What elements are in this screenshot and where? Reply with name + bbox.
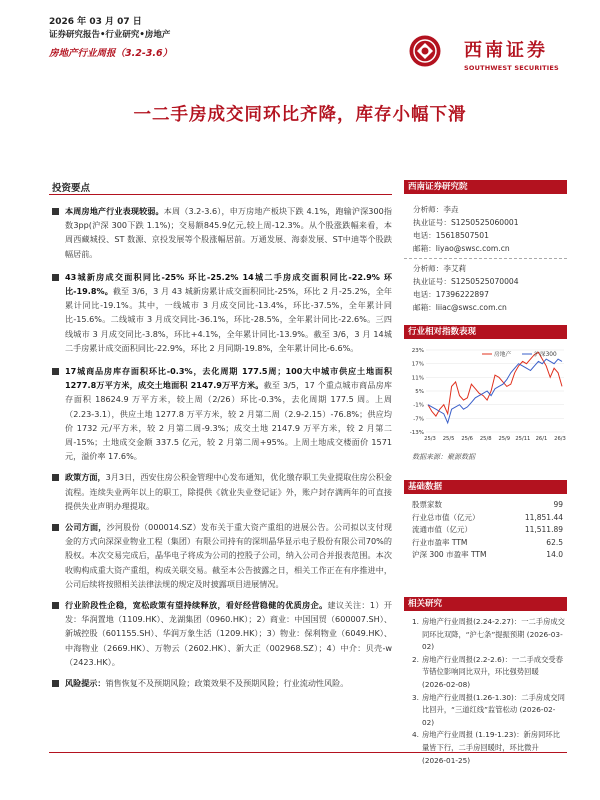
chart-x-tick-label: 25/9 <box>498 436 511 442</box>
key-point-text: 截至 3/6，3 月 43 城新房累计成交面积同比-25%，环比 2 月-25.2%，全年累计同比-19.1%。其中，一线城市 3 月成交同比-13.4%，环比-37.5%，全年累计同比-15.6%。二线城市 3 月成交同比-36.1%，环比-28.5%，全年累计同比-22.6%。三四线城市 3 月成交同比-3.8%，环比+4.1%，全年累计同比-13.9%。截至 3/6，3 月 14城二手房累计成交面积同比-22.9%，环比 2 月同期-19.8%，全年累计同比-6.6%。 <box>65 286 392 353</box>
stat-row <box>404 549 567 562</box>
key-points-divider <box>49 194 392 195</box>
page-title: 一二手房成交同环比齐降，库存小幅下滑 <box>133 105 467 125</box>
chart-series-line <box>428 352 562 416</box>
logo-english-name: SOUTHWEST SECURITIES <box>464 64 559 72</box>
report-title[interactable]: 房地产行业周报(2.24-2.27)：一二手房成交同环比双降，“沪七条”提振预期 (2026-03-02) <box>422 617 565 652</box>
key-point-paragraph <box>49 364 392 463</box>
key-point-paragraph <box>49 470 392 513</box>
bullet-square-icon <box>52 474 59 481</box>
report-title[interactable]: 房地产行业周报(1.26-1.30)：二手房成交同比回升，“三道红线”监管松动 (2026-02-02) <box>422 692 565 727</box>
chart-y-tick-label: 23% <box>411 348 424 354</box>
logo-emblem-icon <box>408 34 442 68</box>
report-title[interactable]: 房地产行业周报(2.2-2.6)：一二手成交受春节错位影响同比双升，环比强势回暖 (2026-02-08) <box>422 654 563 689</box>
report-date: 2026 年 03 月 07 日 <box>49 17 142 27</box>
key-point-lead: 公司方面， <box>65 522 107 533</box>
analyst-cert: 执业证号：S1250525070004 <box>413 277 519 286</box>
related-research-heading: 相关研究 <box>404 597 567 611</box>
key-point-lead: 43城新房成交面积同比-25% 环比-25.2% 14城二手房成交面积同比-22.9% 环比-19.8%。 <box>65 271 392 297</box>
key-point-text: 销售恢复不及预期风险；政策效果不及预期风险；行业流动性风险。 <box>105 678 349 689</box>
stat-value: 11,511.89 <box>524 525 563 534</box>
chart-legend-label: 沪深300 <box>534 352 557 358</box>
analyst-divider <box>404 258 567 259</box>
stat-row <box>404 499 567 512</box>
chart-y-tick-label: -1% <box>413 402 424 409</box>
related-report-item[interactable] <box>404 729 567 767</box>
analyst-phone: 电话：15618507501 <box>413 231 489 240</box>
bullet-square-icon <box>52 602 59 609</box>
report-number: 2. <box>412 654 419 664</box>
key-points-body <box>49 198 392 690</box>
bullet-square-icon <box>52 524 59 531</box>
basic-data-heading: 基础数据 <box>404 480 567 494</box>
analyst-name: 分析师：李艾莉 <box>413 264 467 273</box>
report-number: 4. <box>412 730 419 740</box>
bullet-square-icon <box>52 274 59 281</box>
key-point-paragraph <box>49 204 392 261</box>
key-point-text: 3月3日，西安住房公积金管理中心发布通知，优化缴存职工失业提取住房公积金流程。连续失业两年以上的职工，除提供《就业失业登记证》外，账户封存满两年的可直接提供失业声明办理提取。 <box>65 472 392 511</box>
stat-row <box>404 512 567 525</box>
institute-heading: 西南证券研究院 <box>404 180 567 194</box>
key-point-text: 截至 3/5，17 个重点城市商品房库存面积 18624.9 万平方米，较上周（2/26）环比-0.3%，去化周期 177.5 周。上周（2.23-3.1），供应土地 1277.8 万平方米，较 2 月第二周（2.9-2.15）-76.8%；供应均价 1732 元/平方米，较 2 月第二周-9.3%；成交土地 2147.9 万平方米，较 2 月第二周-15%；土地成交金额 337.5 亿元，较 2 月第二周+95%。上周土地成交楼面价 1571 元，溢价率 17.6%。 <box>65 380 392 462</box>
stat-label: 行业市盈率 TTM <box>412 537 468 547</box>
chart-x-tick-label: 26/3 <box>554 436 566 442</box>
chart-y-tick-label: -7% <box>413 416 424 423</box>
relative-index-chart <box>404 344 567 444</box>
key-point-lead: 17城商品房库存面积环比-0.3%，去化周期 177.5周；100大中城市供应土地面积 1277.8万平方米，成交土地面积 2147.9万平方米。 <box>65 366 392 391</box>
related-report-item[interactable] <box>404 616 567 654</box>
chart-y-tick-label: 11% <box>411 375 424 382</box>
report-category: 证券研究报告•行业研究•房地产 <box>49 30 171 40</box>
key-point-lead: 政策方面， <box>65 472 106 483</box>
key-point-text: 本周（3.2-3.6），申万房地产板块下跌 4.1%，跑输沪深300指数3pp(沪深 300下跌 1.1%)；交易额845.9亿元,较上周-12.3%。从个股涨跌幅来看，本周西藏城投、ST 数源、京投发展等个股涨幅居前。万通发展、海泰发展、ST中迪等个股跌幅居前。 <box>65 206 392 259</box>
stat-value: 99 <box>553 500 563 509</box>
stat-label: 沪深 300 市盈率 TTM <box>412 550 487 559</box>
stat-label: 流通市值（亿元） <box>412 525 472 534</box>
chart-x-tick-label: 25/5 <box>442 436 455 442</box>
chart-x-tick-label: 25/8 <box>479 436 492 442</box>
key-point-text: 建议关注：1）开发：华润置地（1109.HK）、龙湖集团（0960.HK）；2）商业：中国国贸（600007.SH）、新城控股（601155.SH）、华润万象生活（1209.HK）；3）物业：保利物业（6049.HK）、中海物业（2669.HK）、万物云（2602.HK）、新大正（002968.SZ）；4）中介：贝壳-w（2423.HK）。 <box>65 600 392 667</box>
key-point-paragraph <box>49 270 392 355</box>
stat-label: 股票家数 <box>412 500 442 509</box>
report-series-name: 房地产行业周报（3.2-3.6） <box>49 48 173 59</box>
report-number: 1. <box>412 617 419 626</box>
key-point-paragraph <box>49 676 392 690</box>
logo-chinese-name: 西南证券 <box>464 40 548 61</box>
report-number: 3. <box>412 692 419 702</box>
analyst-phone: 电话：17396222897 <box>413 290 489 299</box>
stat-row <box>404 524 567 537</box>
stat-value: 14.0 <box>546 550 563 559</box>
key-point-lead: 本周房地产行业表现较弱。 <box>65 206 164 216</box>
key-point-paragraph <box>49 520 392 591</box>
stat-value: 62.5 <box>546 537 563 547</box>
key-point-lead: 风险提示： <box>65 678 106 689</box>
chart-heading: 行业相对指数表现 <box>404 325 567 339</box>
chart-x-tick-label: 26/1 <box>535 436 548 442</box>
chart-y-tick-label: 5% <box>415 389 424 395</box>
chart-x-tick-label: 25/3 <box>424 436 436 442</box>
footer-divider <box>49 752 567 753</box>
bullet-square-icon <box>52 208 59 215</box>
related-research-panel <box>404 597 567 767</box>
chart-x-tick-label: 25/11 <box>515 436 531 442</box>
analyst-panel <box>404 180 567 314</box>
key-point-text: 沙河股份（000014.SZ）发布关于重大资产重组的进展公告。公司拟以支付现金的方式向深深业物业工程（集团）有限公司持有的深圳晶华显示电子股份有限公司70%的股权。本次交易完成后，晶华电子将成为公司的控股子公司，纳入公司合并报表范围。本次收购构成重大资产重组，构成关联交易。截至本公告披露之日，相关工作正在有序推进中，公司后续将按照相关法律法规的规定及时披露项目进展情况。 <box>65 522 392 589</box>
analyst-email[interactable]: 邮箱：liyao@swsc.com.cn <box>413 244 510 253</box>
company-logo <box>408 30 568 78</box>
analyst-cert: 执业证号：S1250525060001 <box>413 218 519 227</box>
report-title[interactable]: 房地产行业周报 (1.19-1.23)：新房同环比量皆下行，二手房回暖时，环比微升 (2026-01-25) <box>422 730 560 765</box>
analyst-name: 分析师：李垚 <box>413 205 459 214</box>
stat-row <box>404 537 567 550</box>
analyst-email[interactable]: 邮箱：liiac@swsc.com.cn <box>413 303 507 312</box>
key-point-lead: 行业阶段性企稳，宽松政策有望持续释放，看好经营稳健的优质房企。 <box>65 600 328 611</box>
bullet-square-icon <box>52 680 59 687</box>
chart-source: 数据来源：聚源数据 <box>412 453 475 461</box>
stat-value: 11,851.44 <box>524 512 563 522</box>
related-report-item[interactable] <box>404 692 567 730</box>
chart-heading-wrap <box>404 325 567 339</box>
chart-legend-label: 房地产 <box>494 352 512 358</box>
chart-y-tick-label: 17% <box>411 361 424 368</box>
chart-y-tick-label: -13% <box>409 430 424 436</box>
chart-x-tick-label: 25/6 <box>461 436 473 442</box>
stat-label: 行业总市值（亿元） <box>412 512 480 522</box>
key-point-paragraph <box>49 598 392 669</box>
related-report-item[interactable] <box>404 654 567 692</box>
bullet-square-icon <box>52 368 59 375</box>
key-points-heading: 投资要点 <box>52 183 91 194</box>
basic-data-panel <box>404 480 567 562</box>
